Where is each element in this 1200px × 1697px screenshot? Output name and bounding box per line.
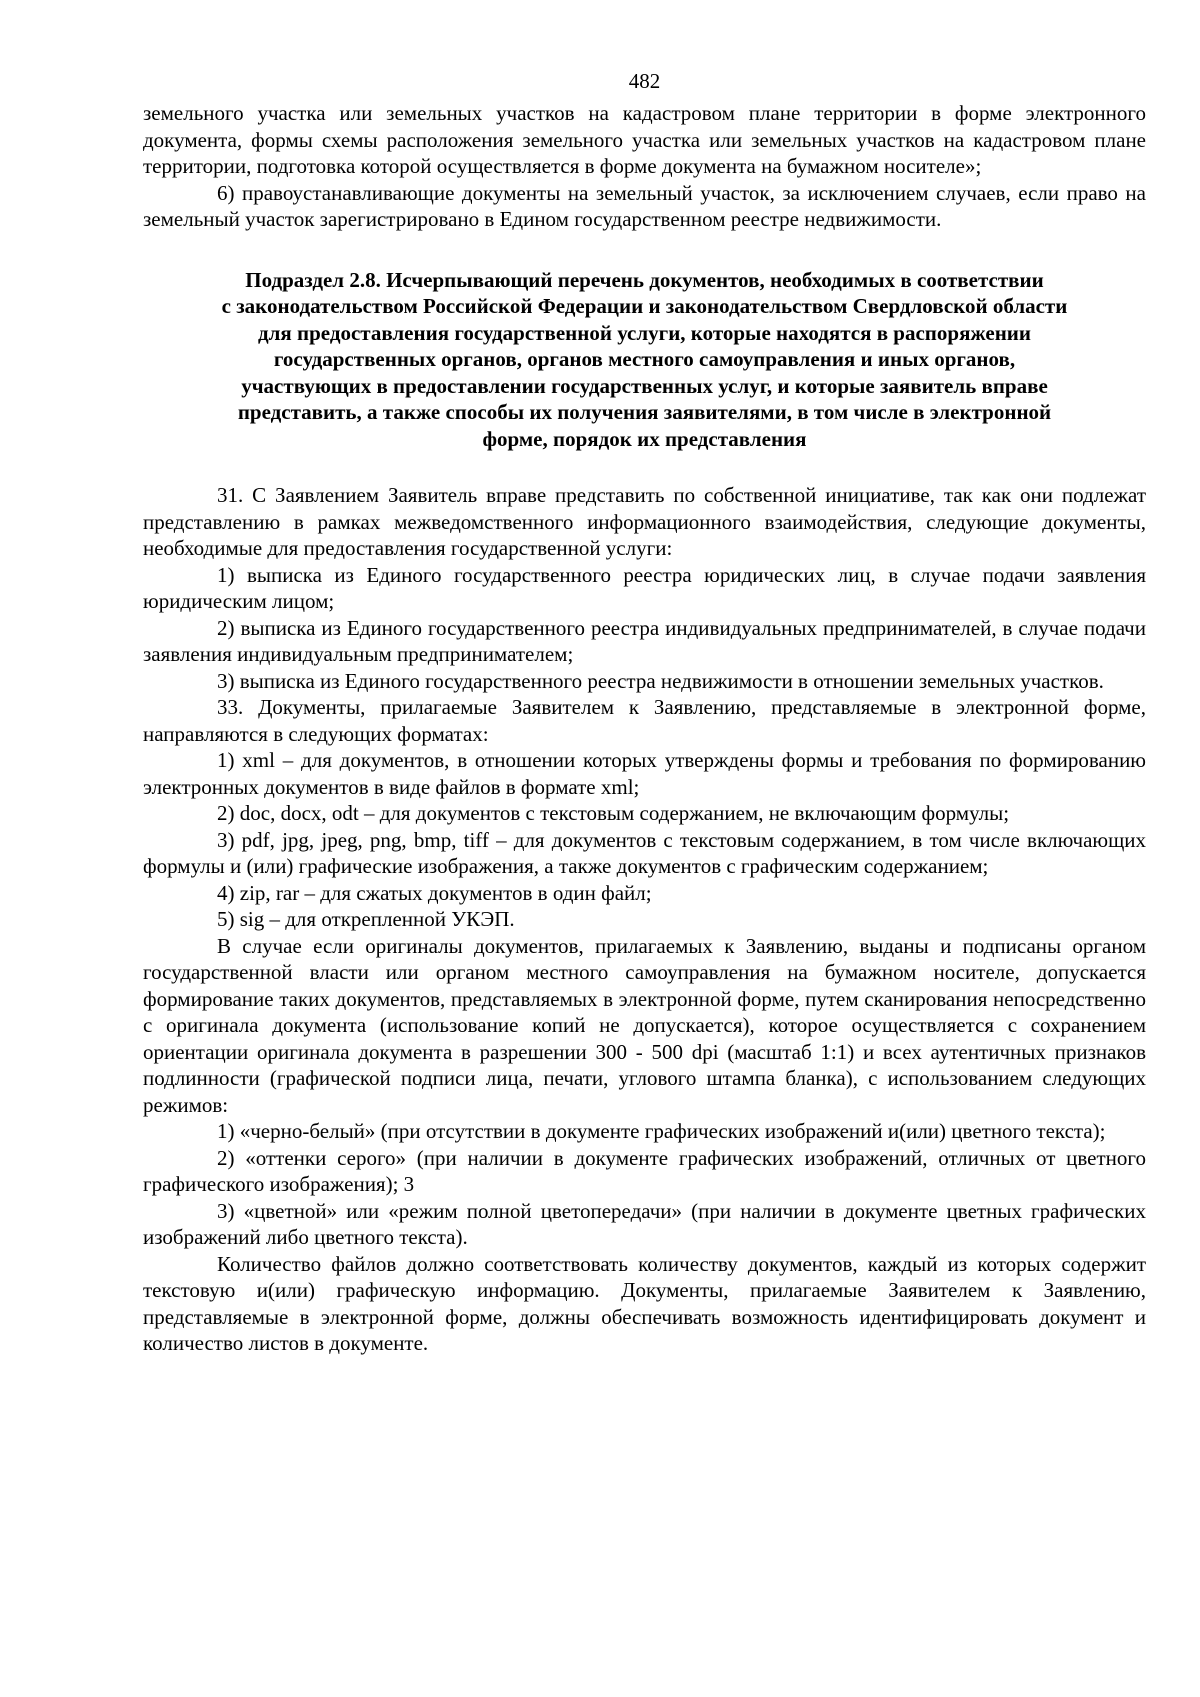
scan-mode-item: 1) «черно-белый» (при отсутствии в документе графических изображений и(или) цветного текста); bbox=[217, 1119, 1106, 1143]
list-item: 2) выписка из Единого государственного реестра индивидуальных предпринимателей, в случае подачи заявления индивидуальным предпринимателем; bbox=[143, 615, 1146, 666]
intro-paragraph-continuation: земельного участка или земельных участков на кадастровом плане территории в форме электронного документа, формы схемы расположения земельного участка или земельных участков на кадастровом плане территории, подготовка которой осуществляется в форме документа на бумажном носителе»; bbox=[143, 101, 1146, 178]
heading-line: Подраздел 2.8. Исчерпывающий перечень документов, необходимых в соответствии bbox=[245, 267, 1044, 292]
heading-line: участвующих в предоставлении государственных услуг, и которые заявитель вправе bbox=[241, 373, 1048, 398]
format-list-item: 3) pdf, jpg, jpeg, png, bmp, tiff – для документов с текстовым содержанием, в том числе включающих формулы и (или) графические изображения, а также документов с графическим содержанием; bbox=[143, 827, 1146, 878]
scan-mode-item: 3) «цветной» или «режим полной цветопередачи» (при наличии в документе цветных графических изображений либо цветного текста). bbox=[143, 1198, 1146, 1249]
list-item: 3) выписка из Единого государственного реестра недвижимости в отношении земельных участков. bbox=[217, 668, 1104, 693]
heading-line: форме, порядок их представления bbox=[482, 426, 807, 451]
heading-line: с законодательством Российской Федерации и законодательством Свердловской области bbox=[221, 294, 1068, 318]
format-list-item: 2) doc, docx, odt – для документов с текстовым содержанием, не включающим формулы; bbox=[217, 801, 1010, 825]
file-count-paragraph: Количество файлов должно соответствовать количеству документов, каждый из которых содержит текстовую и(или) графическую информацию. Документы, прилагаемые Заявителем к Заявлению, представляемые в электронной форме, должны обеспечивать возможность идентифицировать документ и количество листов в документе. bbox=[143, 1251, 1146, 1355]
format-list-item: 5) sig – для открепленной УКЭП. bbox=[217, 907, 515, 931]
document-page bbox=[143, 68, 1146, 1357]
heading-line: представить, а также способы их получения заявителями, в том числе в электронной bbox=[237, 400, 1052, 424]
paragraph-33: 33. Документы, прилагаемые Заявителем к Заявлению, представляемые в электронной форме, направляются в следующих форматах: bbox=[143, 695, 1146, 746]
page-number: 482 bbox=[628, 69, 661, 93]
subsection-heading bbox=[143, 267, 1146, 453]
intro-paragraph-item-6: 6) правоустанавливающие документы на земельный участок, за исключением случаев, если право на земельный участок зарегистрировано в Едином государственном реестре недвижимости. bbox=[143, 180, 1146, 231]
format-list-item: 1) xml – для документов, в отношении которых утверждены формы и требования по формированию электронных документов в виде файлов в формате xml; bbox=[143, 748, 1146, 799]
heading-line: государственных органов, органов местного самоуправления и иных органов, bbox=[273, 347, 1016, 371]
format-list-item: 4) zip, rar – для сжатых документов в один файл; bbox=[217, 880, 652, 905]
heading-line: для предоставления государственной услуги, которые находятся в распоряжении bbox=[257, 320, 1032, 345]
paragraph-31: 31. С Заявлением Заявитель вправе представить по собственной инициативе, так как они подлежат представлению в рамках межведомственного информационного взаимодействия, следующие документы, необходимые для предоставления государственной услуги: bbox=[143, 483, 1146, 560]
scan-mode-item: 2) «оттенки серого» (при наличии в документе графических изображений, отличных от цветного графического изображения); 3 bbox=[143, 1145, 1146, 1196]
scanning-paragraph: В случае если оригиналы документов, прилагаемых к Заявлению, выданы и подписаны органом государственной власти или органом местного самоуправления на бумажном носителе, допускается формирование таких документов, представляемых в электронной форме, путем сканирования непосредственно с оригинала документа (использование копий не допускается), которое осуществляется с сохранением ориентации оригинала документа в разрешении 300 - 500 dpi (масштаб 1:1) и всех аутентичных признаков подлинности (графической подписи лица, печати, углового штампа бланка), с использованием следующих режимов: bbox=[143, 933, 1146, 1117]
list-item: 1) выписка из Единого государственного реестра юридических лиц, в случае подачи заявления юридическим лицом; bbox=[143, 562, 1146, 613]
